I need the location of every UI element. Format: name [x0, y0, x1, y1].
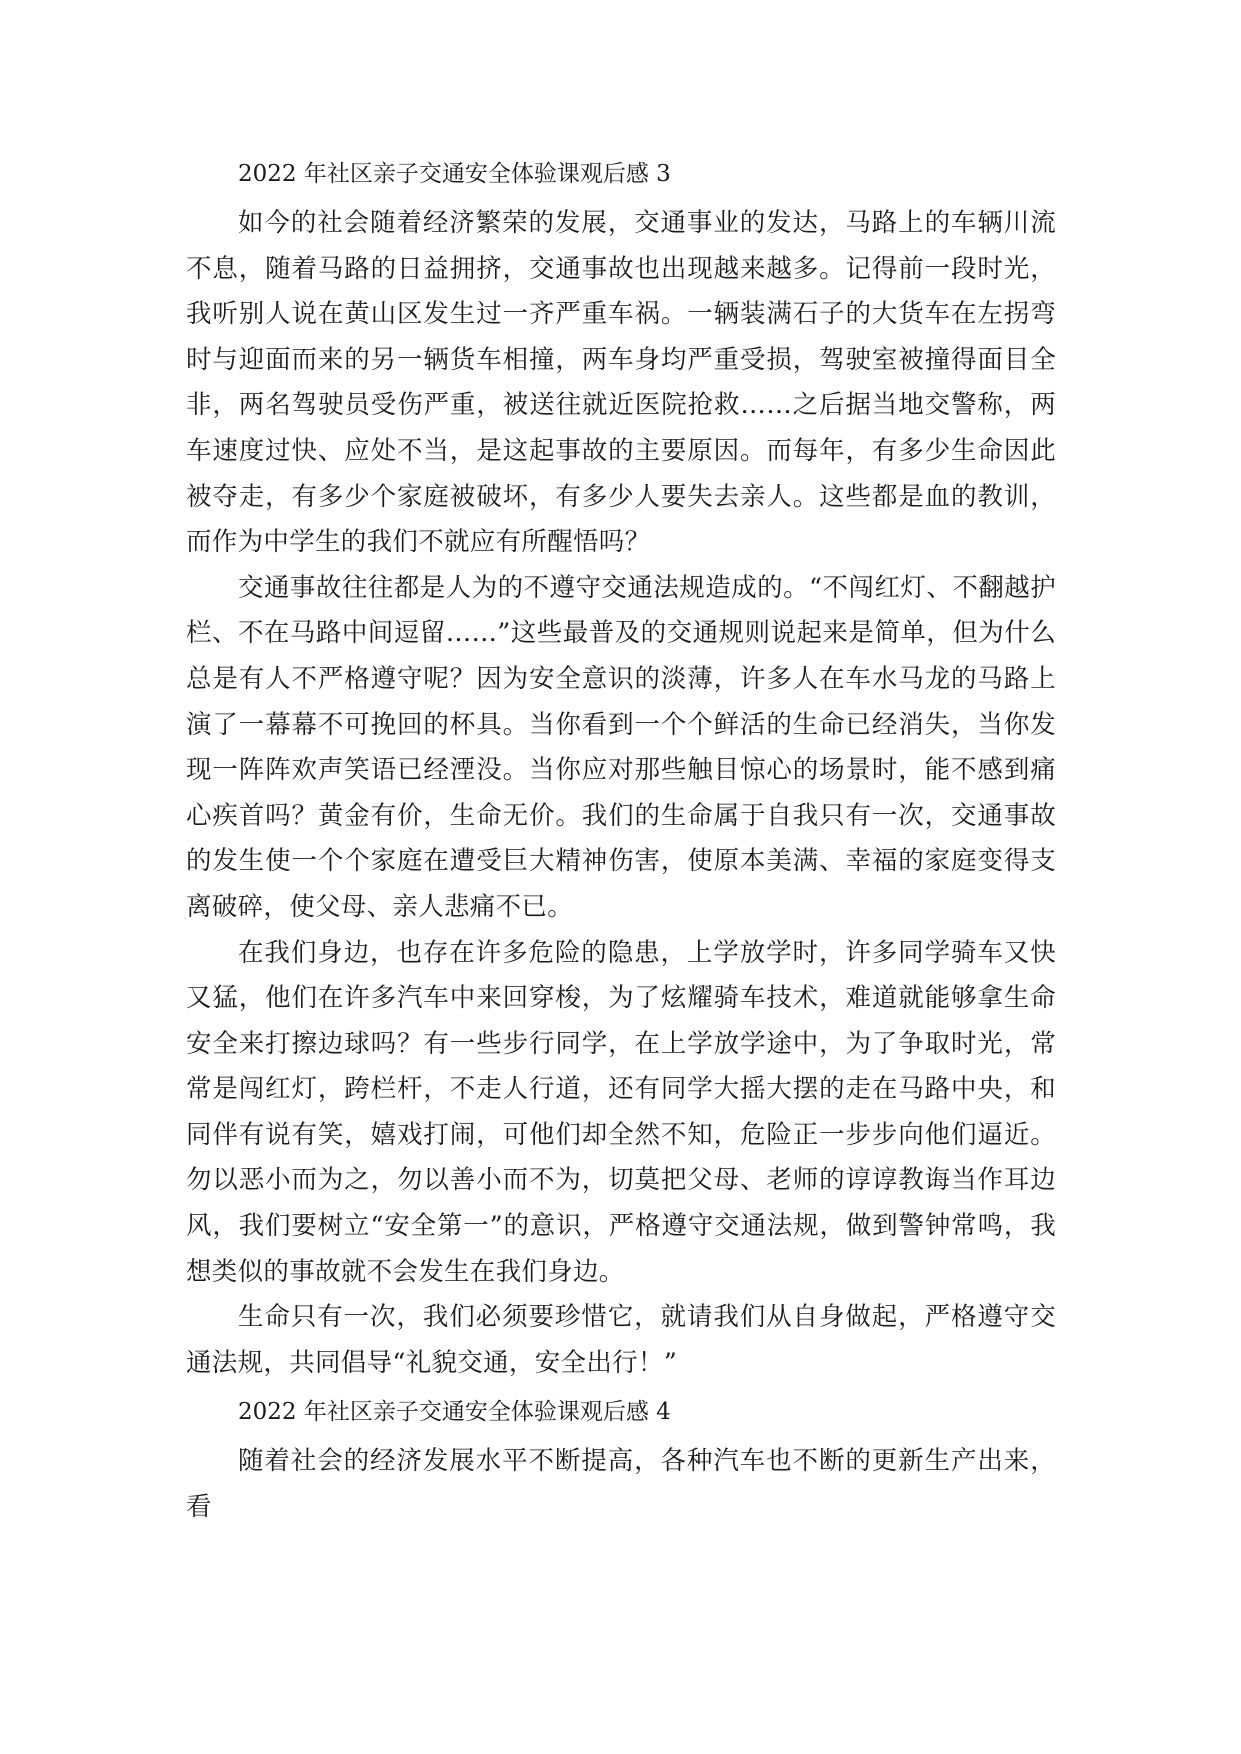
paragraph: 交通事故往往都是人为的不遵守交通法规造成的。“不闯红灯、不翻越护栏、不在马路中间逗留……”这些最普及的交通规则说起来是简单，但为什么总是有人不严格遵守呢？因为安全意识的淡薄，许多人在车水马龙的马路上演了一幕幕不可挽回的杯具。当你看到一个个鲜活的生命已经消失，当你发现一阵阵欢声笑语已经湮没。当你应对那些触目惊心的场景时，能不感到痛心疾首吗？黄金有价，生命无价。我们的生命属于自我只有一次，交通事故的发生使一个个家庭在遭受巨大精神伤害，使原本美满、幸福的家庭变得支离破碎，使父母、亲人悲痛不已。 — [186, 572, 1056, 922]
paragraph: 如今的社会随着经济繁荣的发展，交通事业的发达，马路上的车辆川流不息，随着马路的日益拥挤，交通事故也出现越来越多。记得前一段时光，我听别人说在黄山区发生过一齐严重车祸。一辆装满石子的大货车在左拐弯时与迎面而来的另一辆货车相撞，两车身均严重受损，驾驶室被撞得面目全非，两名驾驶员受伤严重，被送往就近医院抢救……之后据当地交警称，两车速度过快、应处不当，是这起事故的主要原因。而每年，有多少生命因此被夺走，有多少个家庭被破坏，有多少人要失去亲人。这些都是血的教训，而作为中学生的我们不就应有所醒悟吗？ — [186, 208, 1056, 558]
title-spacer — [186, 1429, 1056, 1439]
section-title: 2022 年社区亲子交通安全体验课观后感 4 — [238, 1399, 671, 1426]
title-spacer — [186, 1386, 1056, 1396]
title-spacer — [186, 191, 1056, 201]
document-page — [186, 158, 1056, 1531]
paragraph: 在我们身边，也存在许多危险的隐患，上学放学时，许多同学骑车又快又猛，他们在许多汽车中来回穿梭，为了炫耀骑车技术，难道就能够拿生命安全来打擦边球吗？有一些步行同学，在上学放学途中，为了争取时光，常常是闯红灯，跨栏杆，不走人行道，还有同学大摇大摆的走在马路中央，和同伴有说有笑，嬉戏打闹，可他们却全然不知，危险正一步步向他们逼近。勿以恶小而为之，勿以善小而不为，切莫把父母、老师的谆谆教诲当作耳边风，我们要树立“安全第一”的意识，严格遵守交通法规，做到警钟常鸣，我想类似的事故就不会发生在我们身边。 — [186, 937, 1056, 1287]
paragraph: 随着社会的经济发展水平不断提高，各种汽车也不断的更新生产出来，看 — [186, 1446, 1056, 1523]
section-title: 2022 年社区亲子交通安全体验课观后感 3 — [238, 161, 671, 187]
paragraph: 生命只有一次，我们必须要珍惜它，就请我们从自身做起，严格遵守交通法规，共同倡导“礼貌交通，安全出行！” — [186, 1302, 1056, 1378]
